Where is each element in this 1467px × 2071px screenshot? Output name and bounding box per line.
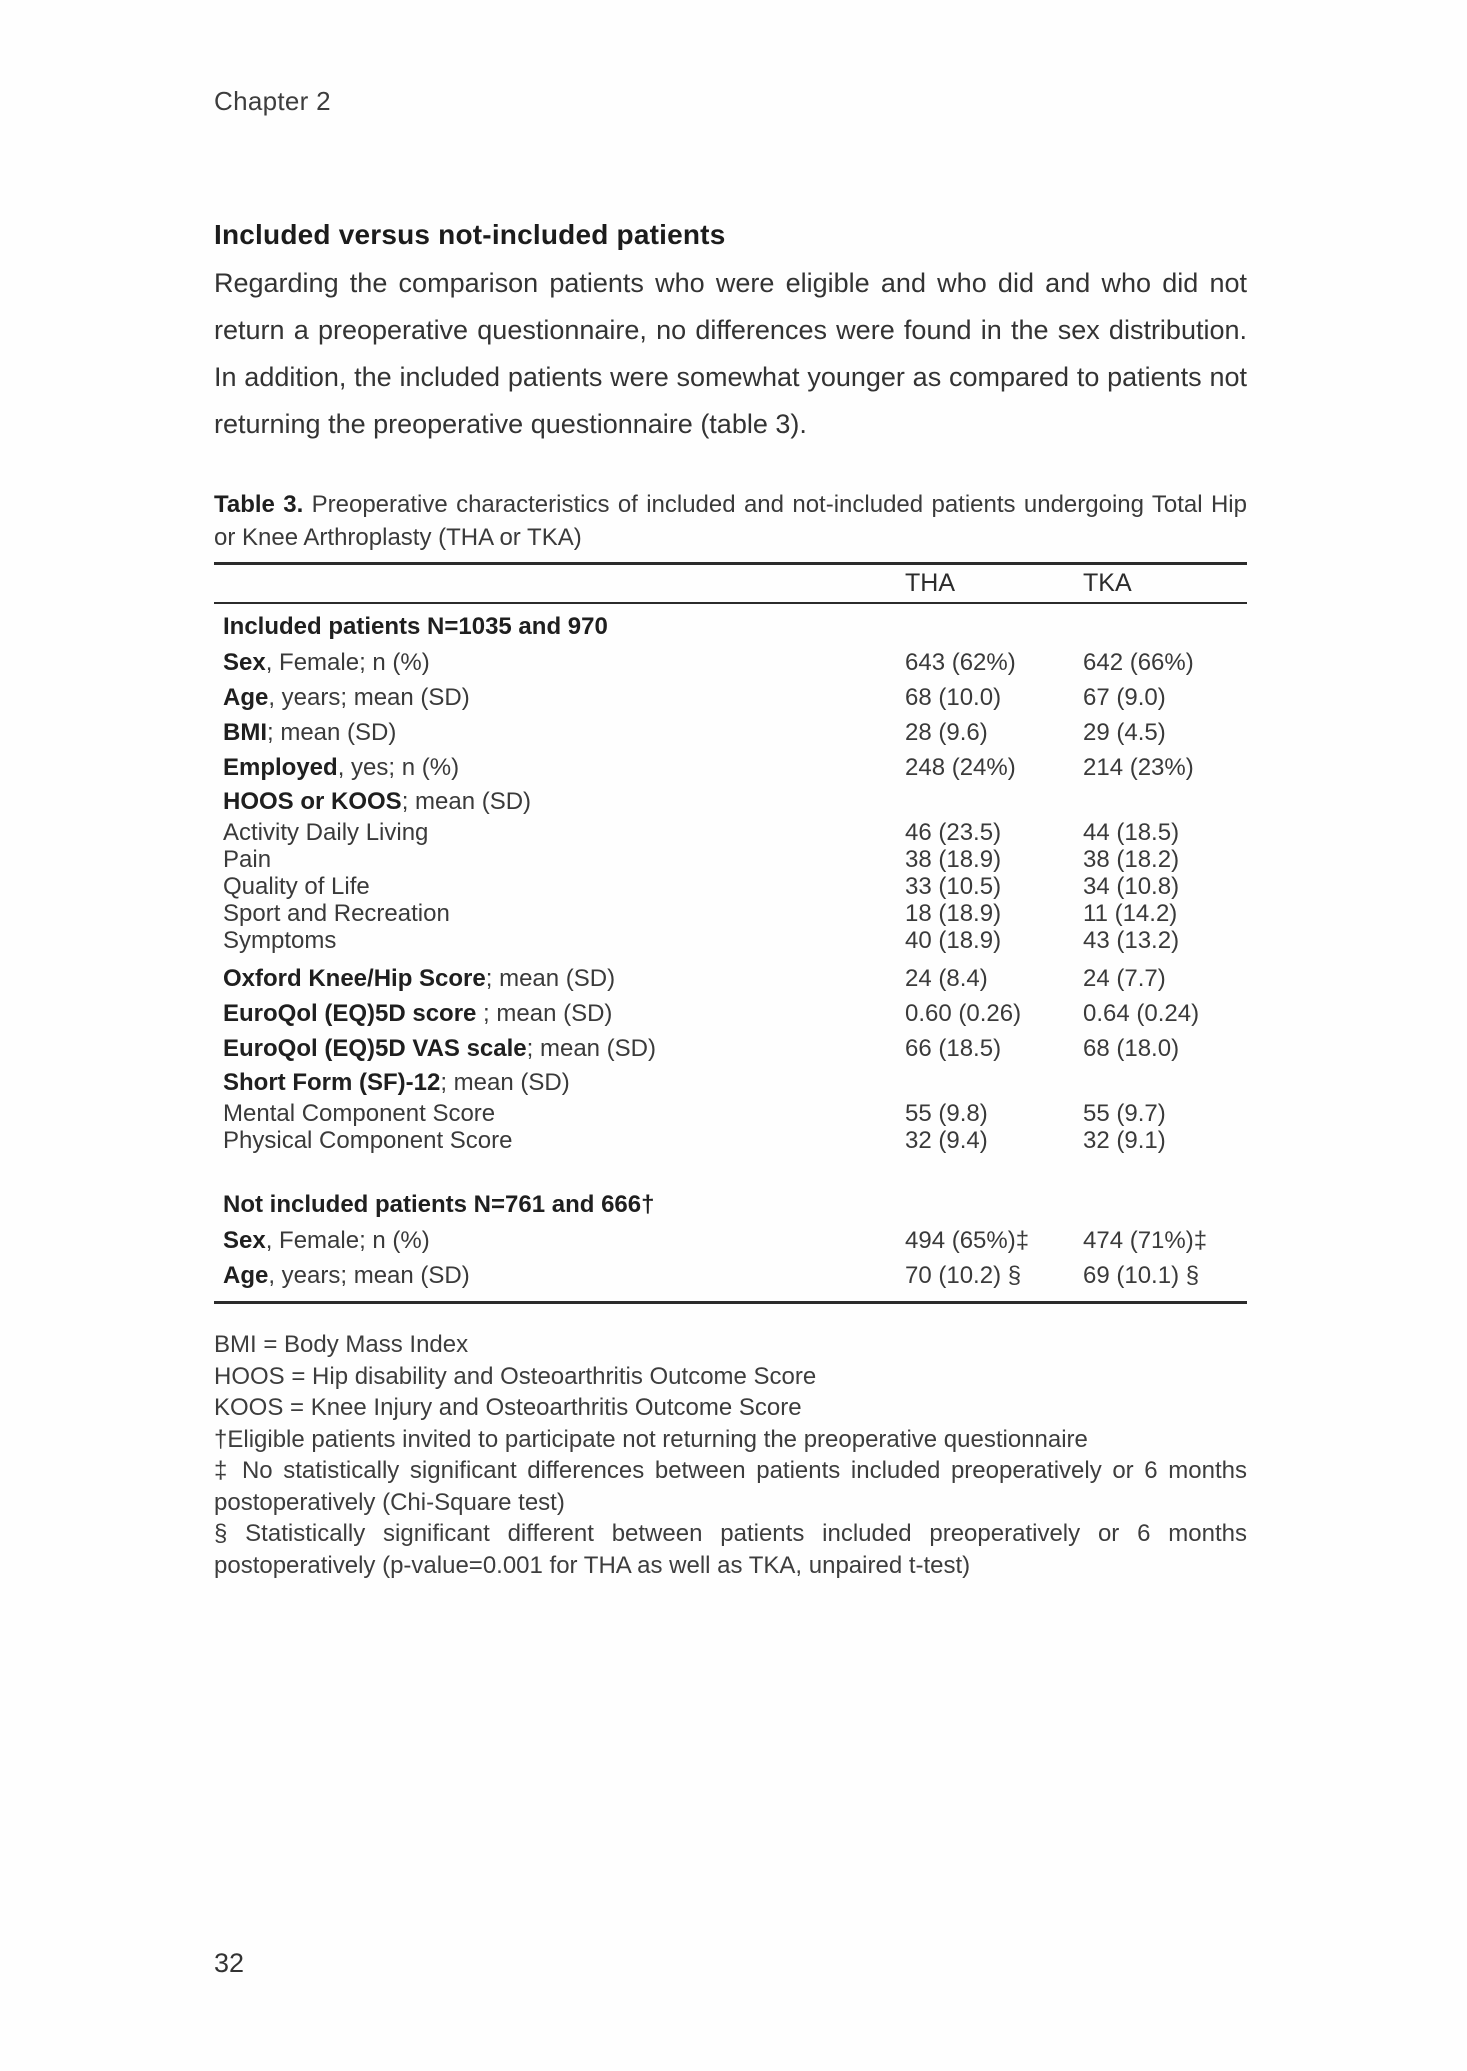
table-row	[214, 785, 1247, 819]
cell-tha: 494 (65%)‡	[905, 1226, 1030, 1254]
cell-tha: 24 (8.4)	[905, 964, 988, 992]
row-label-rest: ; mean (SD)	[526, 1034, 657, 1062]
row-label	[214, 1127, 905, 1155]
footnote-line: †Eligible patients invited to participate not returning the preoperative questionnaire	[214, 1425, 1088, 1453]
cell-tka: 55 (9.7)	[1083, 1100, 1166, 1127]
cell-tka: 69 (10.1) §	[1083, 1261, 1200, 1289]
row-label	[214, 1100, 905, 1128]
row-label-rest: Pain	[223, 846, 272, 873]
table-row	[214, 1258, 1247, 1293]
row-label-bold: Included patients N=1035 and 970	[223, 613, 608, 640]
row-label-bold: Age	[223, 1261, 269, 1289]
table-row	[214, 715, 1247, 750]
row-label-rest: , yes; n (%)	[337, 753, 460, 781]
table-row	[214, 1066, 1247, 1100]
cell-tha: 0.60 (0.26)	[905, 999, 1022, 1027]
cell-tka: 0.64 (0.24)	[1083, 999, 1200, 1027]
table-row	[214, 996, 1247, 1031]
table-caption-text: Preoperative characteristics of included and not-included patients undergoing Total Hip or Knee Arthroplasty (THA or TKA)	[214, 491, 1247, 551]
cell-tha: 28 (9.6)	[905, 718, 988, 746]
row-label	[214, 1000, 905, 1028]
cell-tka: 68 (18.0)	[1083, 1034, 1180, 1062]
cell-tka: 32 (9.1)	[1083, 1127, 1166, 1154]
row-label	[214, 649, 905, 677]
table-row	[214, 900, 1247, 927]
row-label	[214, 846, 905, 874]
row-label-rest: Symptoms	[223, 927, 337, 954]
row-label	[214, 719, 905, 747]
cell-tka: 38 (18.2)	[1083, 846, 1180, 873]
row-label	[214, 684, 905, 712]
row-label-bold: Sex	[223, 1226, 266, 1254]
row-label-rest: , years; mean (SD)	[268, 1261, 470, 1289]
row-label-rest: , Female; n (%)	[265, 1226, 430, 1254]
row-label	[214, 613, 905, 641]
table-row	[214, 1187, 1247, 1223]
cell-tka: 24 (7.7)	[1083, 964, 1166, 992]
cell-tka: 642 (66%)	[1083, 648, 1194, 676]
table-row	[214, 873, 1247, 900]
row-label	[214, 873, 905, 901]
row-label-bold: Not included patients N=761 and 666†	[223, 1191, 655, 1218]
row-label-rest: Sport and Recreation	[223, 900, 450, 927]
footnotes	[214, 1329, 1247, 1581]
body-paragraph: Regarding the comparison patients who were eligible and who did and who did not return a preoperative questionnaire, no differences were found in the sex distribution. In addition, the included patients were somewhat younger as compared to patients not returning the preoperative questionnaire (table 3).	[214, 268, 1247, 439]
row-label	[214, 1191, 905, 1219]
row-label-bold: EuroQol (EQ)5D score	[223, 999, 477, 1027]
row-label	[214, 1035, 905, 1063]
cell-tka: 29 (4.5)	[1083, 718, 1166, 746]
row-label-rest: ; mean (SD)	[476, 999, 613, 1027]
table-row	[214, 819, 1247, 846]
row-label	[214, 927, 905, 955]
cell-tha: 40 (18.9)	[905, 927, 1002, 954]
row-label-rest: ; mean (SD)	[267, 718, 397, 746]
row-label-bold: Short Form (SF)-12	[223, 1069, 441, 1096]
footnote-line: KOOS = Knee Injury and Osteoarthritis Outcome Score	[214, 1394, 802, 1421]
cell-tha: 18 (18.9)	[905, 900, 1002, 927]
footnote-line: BMI = Body Mass Index	[214, 1331, 469, 1358]
row-label-bold: Sex	[223, 648, 266, 676]
row-label-rest: ; mean (SD)	[485, 964, 616, 992]
table-column-header-tha: THA	[905, 569, 955, 597]
table-row	[214, 1223, 1247, 1258]
table-row	[214, 645, 1247, 680]
footnote-line: HOOS = Hip disability and Osteoarthritis Outcome Score	[214, 1362, 817, 1390]
table-3	[214, 562, 1247, 1304]
table-caption	[214, 488, 1247, 554]
table-row	[214, 609, 1247, 645]
table-spacer-row	[214, 1154, 1247, 1187]
cell-tha: 68 (10.0)	[905, 683, 1002, 711]
table-row	[214, 846, 1247, 873]
row-label-bold: Age	[223, 683, 269, 711]
cell-tka: 474 (71%)‡	[1083, 1226, 1208, 1254]
row-label-bold: Employed	[223, 753, 338, 781]
table-caption-label: Table 3.	[214, 491, 304, 518]
row-label	[214, 754, 905, 782]
table-body	[214, 604, 1247, 1304]
page-number: 32	[214, 1948, 245, 1978]
footnote-line: ‡ No statistically significant differences between patients included preoperatively or 6 months postoperatively (Chi-Square test)	[214, 1457, 1247, 1516]
row-label	[214, 1227, 905, 1255]
row-label-bold: Oxford Knee/Hip Score	[223, 964, 486, 992]
row-label	[214, 900, 905, 928]
table-row	[214, 1127, 1247, 1154]
chapter-header: Chapter 2	[214, 86, 331, 116]
cell-tha: 70 (10.2) §	[905, 1261, 1022, 1289]
table-row	[214, 750, 1247, 785]
cell-tka: 11 (14.2)	[1083, 900, 1178, 927]
cell-tka: 34 (10.8)	[1083, 873, 1180, 900]
table-row	[214, 961, 1247, 996]
row-label-bold: EuroQol (EQ)5D VAS scale	[223, 1034, 527, 1062]
section-heading: Included versus not-included patients	[214, 219, 726, 250]
cell-tka: 67 (9.0)	[1083, 683, 1166, 711]
cell-tha: 643 (62%)	[905, 648, 1016, 676]
cell-tka: 44 (18.5)	[1083, 819, 1180, 846]
table-column-header-tka: TKA	[1083, 569, 1132, 597]
row-label	[214, 965, 905, 993]
row-label-rest: , years; mean (SD)	[268, 683, 470, 711]
row-label-rest: ; mean (SD)	[440, 1069, 570, 1096]
table-row	[214, 680, 1247, 715]
table-row	[214, 1031, 1247, 1066]
row-label	[214, 788, 905, 816]
cell-tha: 38 (18.9)	[905, 846, 1002, 873]
row-label-rest: , Female; n (%)	[265, 648, 430, 676]
row-label-rest: ; mean (SD)	[401, 788, 532, 815]
row-label-rest: Physical Component Score	[223, 1127, 513, 1154]
cell-tha: 32 (9.4)	[905, 1127, 988, 1154]
row-label	[214, 1069, 905, 1097]
cell-tha: 66 (18.5)	[905, 1034, 1002, 1062]
cell-tha: 33 (10.5)	[905, 873, 1002, 900]
cell-tka: 43 (13.2)	[1083, 927, 1180, 954]
cell-tha: 46 (23.5)	[905, 819, 1002, 846]
row-label-bold: HOOS or KOOS	[223, 788, 402, 815]
table-row	[214, 927, 1247, 954]
row-label-bold: BMI	[223, 718, 267, 746]
row-label	[214, 1262, 905, 1290]
footnote-line: § Statistically significant different between patients included preoperatively or 6 months postoperatively (p-value=0.001 for THA as well as TKA, unpaired t-test)	[214, 1520, 1247, 1579]
table-row	[214, 1100, 1247, 1127]
cell-tka: 214 (23%)	[1083, 753, 1194, 781]
cell-tha: 248 (24%)	[905, 753, 1016, 781]
row-label-rest: Activity Daily Living	[223, 819, 429, 846]
row-label-rest: Quality of Life	[223, 873, 370, 900]
cell-tha: 55 (9.8)	[905, 1100, 988, 1127]
page-content	[214, 0, 1247, 1581]
row-label-rest: Mental Component Score	[223, 1100, 496, 1127]
table-header-row	[214, 565, 1247, 604]
row-label	[214, 819, 905, 847]
